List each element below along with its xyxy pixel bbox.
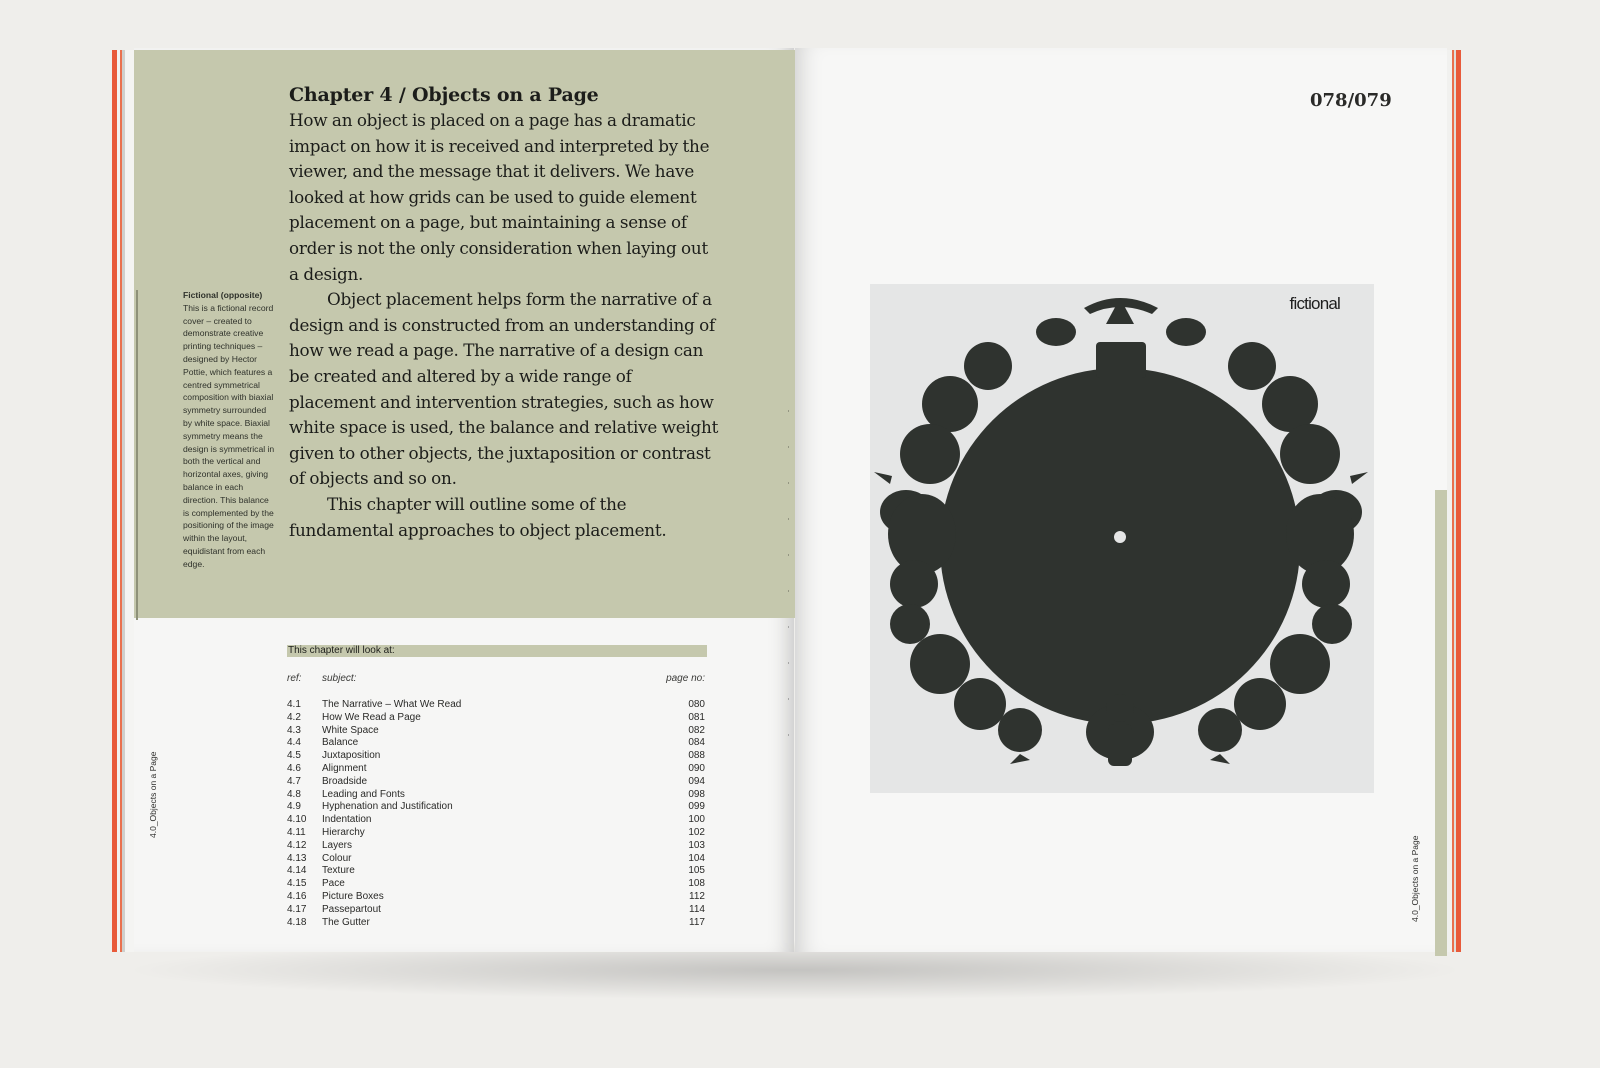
toc-page: 112 xyxy=(689,890,705,902)
toc-ref: 4.6 xyxy=(287,762,301,774)
toc-row xyxy=(287,776,705,789)
toc-list xyxy=(287,699,705,929)
toc-ref: 4.3 xyxy=(287,724,301,736)
toc-page: 084 xyxy=(688,737,705,749)
toc-ref: 4.9 xyxy=(287,801,301,813)
toc-ref: 4.16 xyxy=(287,890,307,902)
running-head-right: 4.0_Objects on a Page xyxy=(1410,835,1420,922)
chapter-title: Chapter 4 / Objects on a Page xyxy=(289,84,599,106)
toc-ref: 4.15 xyxy=(287,878,307,890)
toc-ref: 4.12 xyxy=(287,839,307,851)
toc-ref: 4.5 xyxy=(287,750,301,762)
caption-rule xyxy=(136,290,138,620)
toc-subject: White Space xyxy=(322,724,379,736)
image-caption xyxy=(183,289,275,571)
binding-stitch xyxy=(788,410,789,770)
toc-ref: 4.10 xyxy=(287,814,307,826)
toc-subject: Juxtaposition xyxy=(322,750,381,762)
toc-subject: How We Read a Page xyxy=(322,711,421,723)
toc-row xyxy=(287,878,705,891)
page-edges-right xyxy=(1447,50,1461,952)
toc-subject: Indentation xyxy=(322,814,372,826)
toc-page: 114 xyxy=(689,903,705,915)
toc-col-subject: subject: xyxy=(322,673,357,684)
toc-column-headers xyxy=(287,673,705,687)
toc-subject: Broadside xyxy=(322,775,368,787)
toc-subject: Hierarchy xyxy=(322,826,365,838)
toc-page: 102 xyxy=(688,826,705,838)
toc-ref: 4.13 xyxy=(287,852,307,864)
toc-subject: Leading and Fonts xyxy=(322,788,405,800)
toc-subject: Pace xyxy=(322,878,345,890)
toc-subject: Colour xyxy=(322,852,352,864)
toc-subject: Hyphenation and Justification xyxy=(322,801,453,813)
toc-page: 108 xyxy=(688,878,705,890)
caption-body: This is a fictional record cover – created to demonstrate creative printing techniques – designed by Hector Pottie, which features a centred symmetrical composition with biaxial symmetry surrounded by white space. Biaxial symmetry means the design is symmetrical in both the vertical and horizontal axes, giving balance in each direction. This balance is complemented by the positioning of the image within the layout, equidistant from each edge. xyxy=(183,302,275,569)
toc-row xyxy=(287,917,705,930)
toc-ref: 4.4 xyxy=(287,737,301,749)
toc-ref: 4.2 xyxy=(287,711,301,723)
toc-page: 100 xyxy=(688,814,705,826)
caption-title: Fictional (opposite) xyxy=(183,290,263,300)
toc-ref: 4.18 xyxy=(287,916,307,928)
toc-page: 088 xyxy=(688,750,705,762)
toc-ref: 4.11 xyxy=(287,826,306,838)
toc-subject: Balance xyxy=(322,737,359,749)
toc-page: 099 xyxy=(688,801,705,813)
toc-ref: 4.17 xyxy=(287,903,307,915)
toc-col-page: page no: xyxy=(666,673,705,684)
toc-ref: 4.8 xyxy=(287,788,301,800)
toc-page: 090 xyxy=(688,762,705,774)
intro-paragraph-1: How an object is placed on a page has a dramatic impact on how it is received and interpreted by the viewer, and the message that it delivers. We have looked at how grids can be used to guide element placement on a page, but maintaining a sense of order is not the only consideration when laying out a design. xyxy=(289,110,710,284)
page-edges-left xyxy=(112,50,136,952)
toc-row xyxy=(287,750,705,763)
chapter-intro xyxy=(289,84,719,543)
toc-row xyxy=(287,891,705,904)
toc-page: 117 xyxy=(689,916,705,928)
toc-page: 080 xyxy=(688,699,705,710)
toc-ref: 4.7 xyxy=(287,775,301,787)
toc-subject: Alignment xyxy=(322,762,367,774)
cover-brand-logo: fictional xyxy=(1289,294,1340,313)
toc-row xyxy=(287,712,705,725)
toc-page: 081 xyxy=(688,711,705,723)
toc-page: 098 xyxy=(688,788,705,800)
running-head-left: 4.0_Objects on a Page xyxy=(148,751,158,838)
toc-page: 094 xyxy=(688,775,705,787)
toc-page: 104 xyxy=(688,852,705,864)
toc-row xyxy=(287,904,705,917)
toc-row xyxy=(287,801,705,814)
green-edge-strip xyxy=(1435,490,1447,956)
toc-subject: The Gutter xyxy=(322,916,370,928)
toc-subject: Passepartout xyxy=(322,903,381,915)
toc-row xyxy=(287,699,705,712)
toc-row xyxy=(287,789,705,802)
toc-subject: Texture xyxy=(322,865,355,877)
toc-row xyxy=(287,865,705,878)
toc-row xyxy=(287,814,705,827)
toc-row xyxy=(287,725,705,738)
toc-subject: Picture Boxes xyxy=(322,890,384,902)
toc-col-ref: ref: xyxy=(287,673,302,684)
toc-subject: The Narrative – What We Read xyxy=(322,699,462,710)
page-numbers: 078/079 xyxy=(1310,90,1392,111)
record-cover xyxy=(870,284,1374,793)
toc-subject: Layers xyxy=(322,839,353,851)
toc-page: 082 xyxy=(688,724,705,736)
toc-ref: 4.1 xyxy=(287,699,301,710)
silhouette-ornament-image xyxy=(870,284,1374,793)
toc-row xyxy=(287,763,705,776)
toc-page: 105 xyxy=(688,865,705,877)
toc-row xyxy=(287,853,705,866)
toc-heading: This chapter will look at: xyxy=(287,645,707,657)
toc-page: 103 xyxy=(688,839,705,851)
toc-row xyxy=(287,840,705,853)
intro-paragraph-2: Object placement helps form the narrative of a design and is constructed from an understanding of how we read a page. The narrative of a design can be created and altered by a wide range of placement and intervention strategies, such as how white space is used, the balance and relative weight given to other objects, the juxtaposition or contrast of objects and so on. xyxy=(289,289,719,489)
toc-row xyxy=(287,737,705,750)
intro-paragraph-3: This chapter will outline some of the fundamental approaches to object placement. xyxy=(289,493,667,540)
toc-row xyxy=(287,827,705,840)
toc-ref: 4.14 xyxy=(287,865,307,877)
